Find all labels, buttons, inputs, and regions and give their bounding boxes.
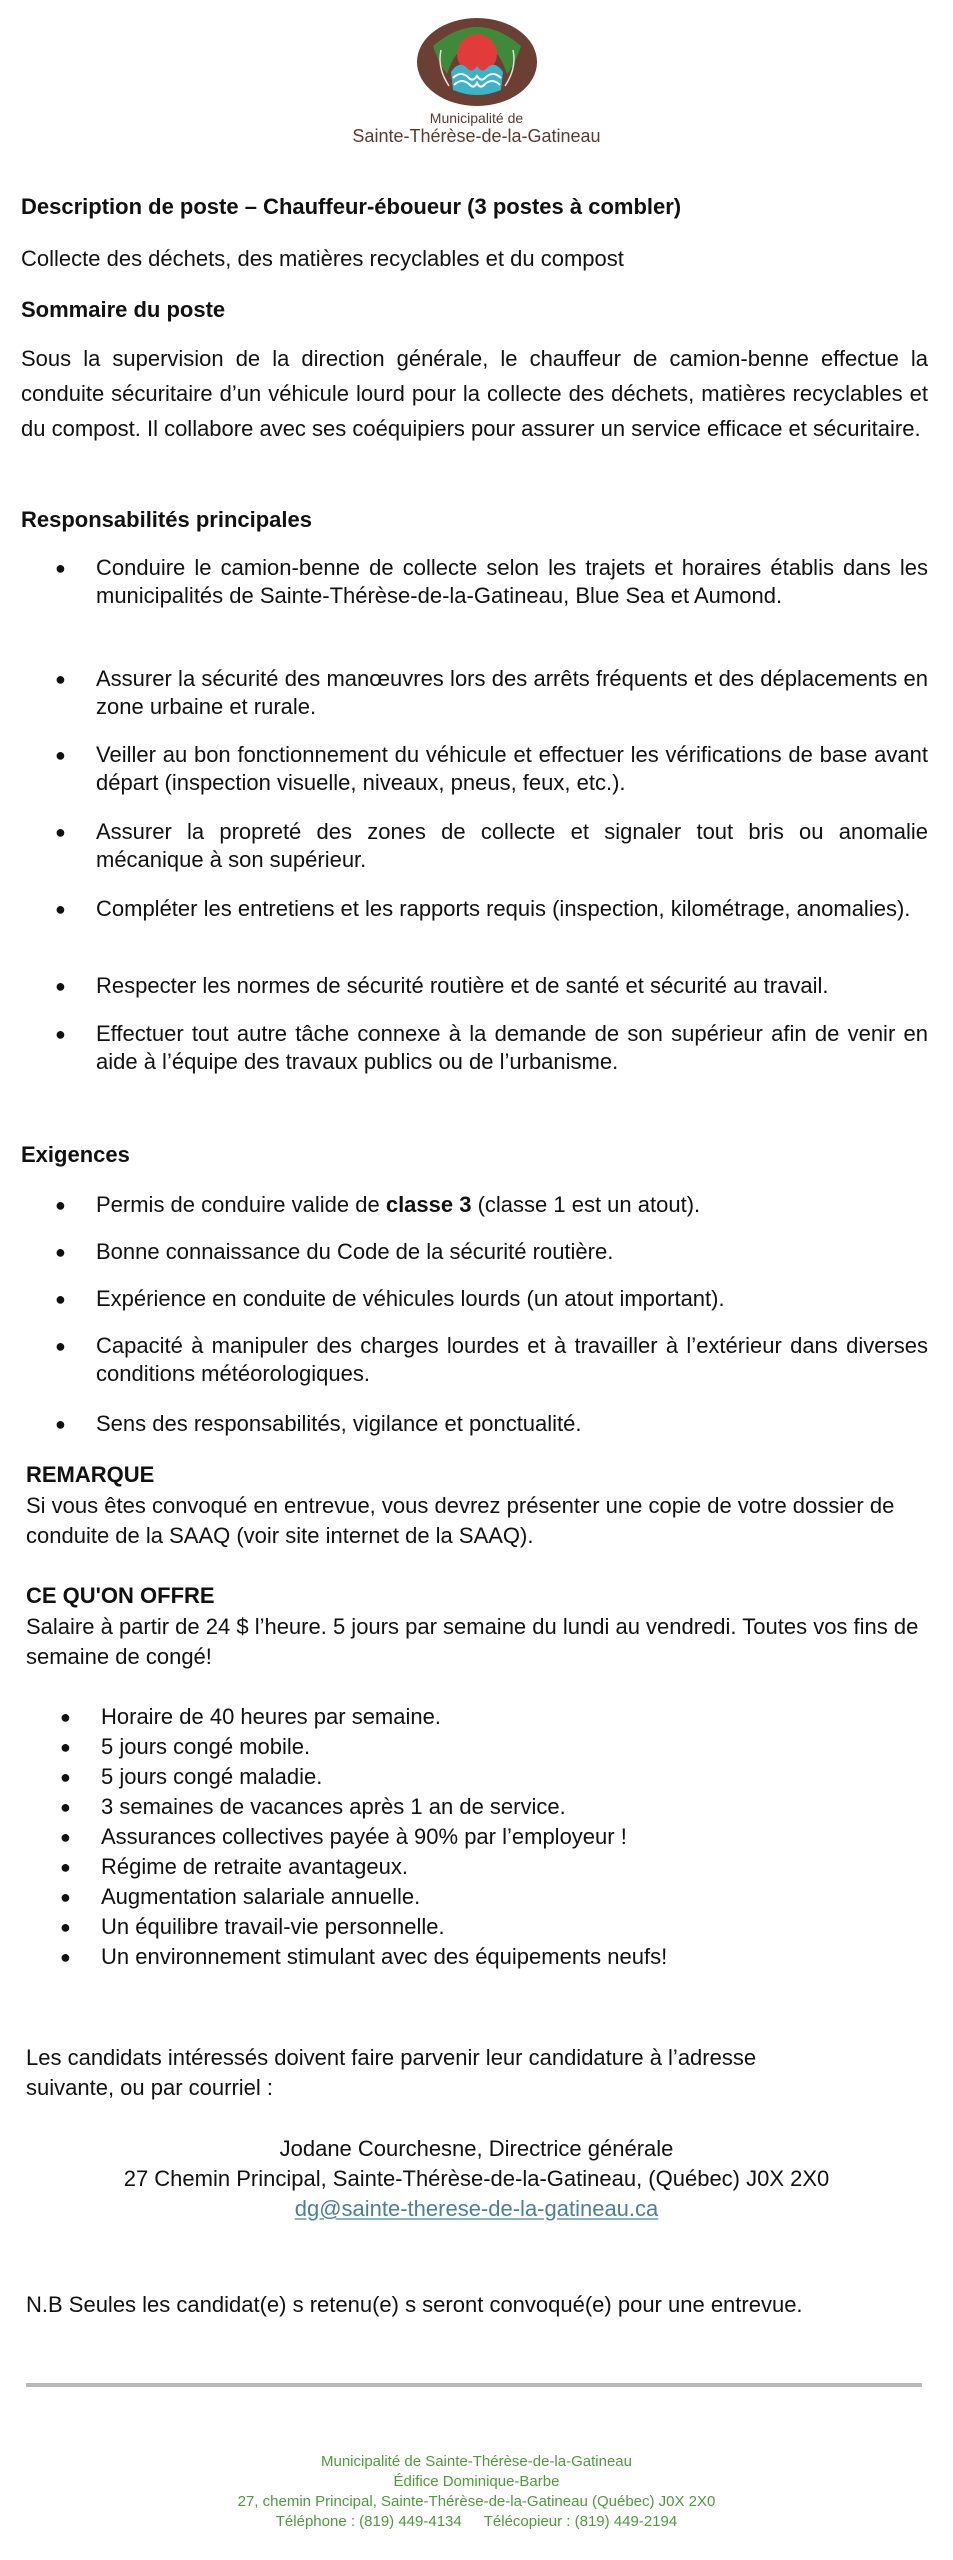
list-item: ● Effectuer tout autre tâche connexe à la demande de son supérieur afin de venir en aide à l’équipe des travaux publics ou de l’urbanisme. xyxy=(55,1021,928,1074)
list-item: ● Un équilibre travail-vie personnelle. xyxy=(0,1912,928,1942)
offer-text: Salaire à partir de 24 $ l’heure. 5 jours par semaine du lundi au vendredi. Toutes vos fins de semaine de congé! xyxy=(26,1614,919,1669)
bullet-icon: ● xyxy=(55,899,66,919)
list-item: ● Augmentation salariale annuelle. xyxy=(0,1882,928,1912)
remark-text: Si vous êtes convoqué en entrevue, vous devrez présenter une copie de votre dossier de conduite de la SAAQ (voir site internet de la SAAQ). xyxy=(26,1493,895,1548)
summary-text: Sous la supervision de la direction générale, le chauffeur de camion-benne effectue la conduite sécuritaire d’un véhicule lourd pour la collecte des déchets, matières recyclables et du compost. Il collabore avec ses coéquipiers pour assurer un service efficace et sécuritaire. xyxy=(21,346,928,441)
footer-divider xyxy=(26,2383,922,2387)
bullet-icon: ● xyxy=(55,669,66,689)
license-class-emphasis: classe 3 xyxy=(385,1192,472,1217)
responsibilities-heading: Responsabilités principales xyxy=(21,507,312,532)
bullet-icon: ● xyxy=(60,1947,71,1967)
page-title: Description de poste – Chauffeur-éboueur (3 postes à combler) xyxy=(21,194,682,219)
bullet-icon: ● xyxy=(55,976,66,996)
list-item: ● 5 jours congé maladie. xyxy=(0,1762,928,1792)
bullet-icon: ● xyxy=(55,1195,66,1215)
list-item: ● Un environnement stimulant avec des équipements neufs! xyxy=(0,1942,928,1972)
remark-heading: REMARQUE xyxy=(26,1462,155,1487)
summary-heading: Sommaire du poste xyxy=(21,297,226,322)
footer-fax: Télécopieur : (819) 449-2194 xyxy=(483,2513,678,2530)
list-item: ● Sens des responsabilités, vigilance et ponctualité. xyxy=(55,1411,582,1436)
nb-note: N.B Seules les candidat(e) s retenu(e) s seront convoqué(e) pour une entrevue. xyxy=(26,2292,803,2317)
municipality-logo xyxy=(0,16,953,147)
list-item: ● Veiller au bon fonctionnement du véhicule et effectuer les vérifications de base avant départ (inspection visuelle, niveaux, pneus, feux, etc.). xyxy=(55,742,928,795)
list-item: ● Expérience en conduite de véhicules lourds (un atout important). xyxy=(55,1286,725,1311)
bullet-icon: ● xyxy=(60,1737,71,1757)
list-item: ● Respecter les normes de sécurité routière et de santé et sécurité au travail. xyxy=(55,973,829,998)
list-item: ● 3 semaines de vacances après 1 an de service. xyxy=(0,1792,928,1822)
list-item: ● Assurer la propreté des zones de collecte et signaler tout bris ou anomalie mécanique à son supérieur. xyxy=(55,819,928,872)
contact-email-link[interactable]: dg@sainte-therese-de-la-gatineau.ca xyxy=(294,2196,659,2221)
footer-contact-line xyxy=(0,2512,953,2532)
bullet-icon: ● xyxy=(60,1887,71,1907)
bullet-icon: ● xyxy=(55,1414,66,1434)
contact-address: 27 Chemin Principal, Sainte-Thérèse-de-la-Gatineau, (Québec) J0X 2X0 xyxy=(123,2166,830,2191)
list-item: ● Capacité à manipuler des charges lourdes et à travailler à l’extérieur dans diverses conditions météorologiques. xyxy=(55,1333,928,1386)
bullet-icon: ● xyxy=(55,745,66,765)
list-item: ● Régime de retraite avantageux. xyxy=(0,1852,928,1882)
requirements-heading: Exigences xyxy=(21,1142,130,1167)
list-item: ● 5 jours congé mobile. xyxy=(0,1732,928,1762)
list-item: ● Assurer la sécurité des manœuvres lors des arrêts fréquents et des déplacements en zone urbaine et rurale. xyxy=(55,666,928,719)
logo-text-line2: Sainte-Thérèse-de-la-Gatineau xyxy=(352,126,601,146)
page-subtitle: Collecte des déchets, des matières recyclables et du compost xyxy=(21,246,624,271)
list-item: ● Assurances collectives payée à 90% par l’employeur ! xyxy=(0,1822,928,1852)
bullet-icon: ● xyxy=(60,1827,71,1847)
footer-building: Édifice Dominique-Barbe xyxy=(393,2473,560,2490)
bullet-icon: ● xyxy=(55,1024,66,1044)
municipality-emblem-icon xyxy=(415,16,539,108)
contact-email-wrap xyxy=(0,2194,953,2224)
logo-text-line1: Municipalité de xyxy=(429,110,524,126)
footer-municipality: Municipalité de Sainte-Thérèse-de-la-Gatineau xyxy=(320,2453,632,2470)
bullet-icon: ● xyxy=(55,1336,66,1356)
bullet-icon: ● xyxy=(55,1289,66,1309)
bullet-icon: ● xyxy=(60,1917,71,1937)
list-item: ● Conduire le camion-benne de collecte selon les trajets et horaires établis dans les municipalités de Sainte-Thérèse-de-la-Gatineau, Blue Sea et Aumond. xyxy=(55,555,928,608)
bullet-icon: ● xyxy=(55,558,66,578)
bullet-icon: ● xyxy=(60,1797,71,1817)
bullet-icon: ● xyxy=(55,822,66,842)
list-item: ● Permis de conduire valide de classe 3 (classe 1 est un atout). xyxy=(55,1192,701,1217)
footer-address: 27, chemin Principal, Sainte-Thérèse-de-la-Gatineau (Québec) J0X 2X0 xyxy=(237,2493,716,2510)
bullet-icon: ● xyxy=(55,1242,66,1262)
bullet-icon: ● xyxy=(60,1707,71,1727)
contact-name: Jodane Courchesne, Directrice générale xyxy=(279,2136,674,2161)
offer-heading: CE QU'ON OFFRE xyxy=(26,1583,215,1608)
footer xyxy=(0,2452,953,2532)
offer-list xyxy=(0,1702,928,1972)
list-item: ● Compléter les entretiens et les rapports requis (inspection, kilométrage, anomalies). xyxy=(55,896,911,921)
list-item: ● Horaire de 40 heures par semaine. xyxy=(0,1702,928,1732)
footer-phone: Téléphone : (819) 449-4134 xyxy=(275,2513,462,2530)
bullet-icon: ● xyxy=(60,1767,71,1787)
bullet-icon: ● xyxy=(60,1857,71,1877)
application-text: Les candidats intéressés doivent faire parvenir leur candidature à l’adresse suivante, ou par courriel : xyxy=(26,2045,757,2100)
list-item: ● Bonne connaissance du Code de la sécurité routière. xyxy=(55,1239,614,1264)
